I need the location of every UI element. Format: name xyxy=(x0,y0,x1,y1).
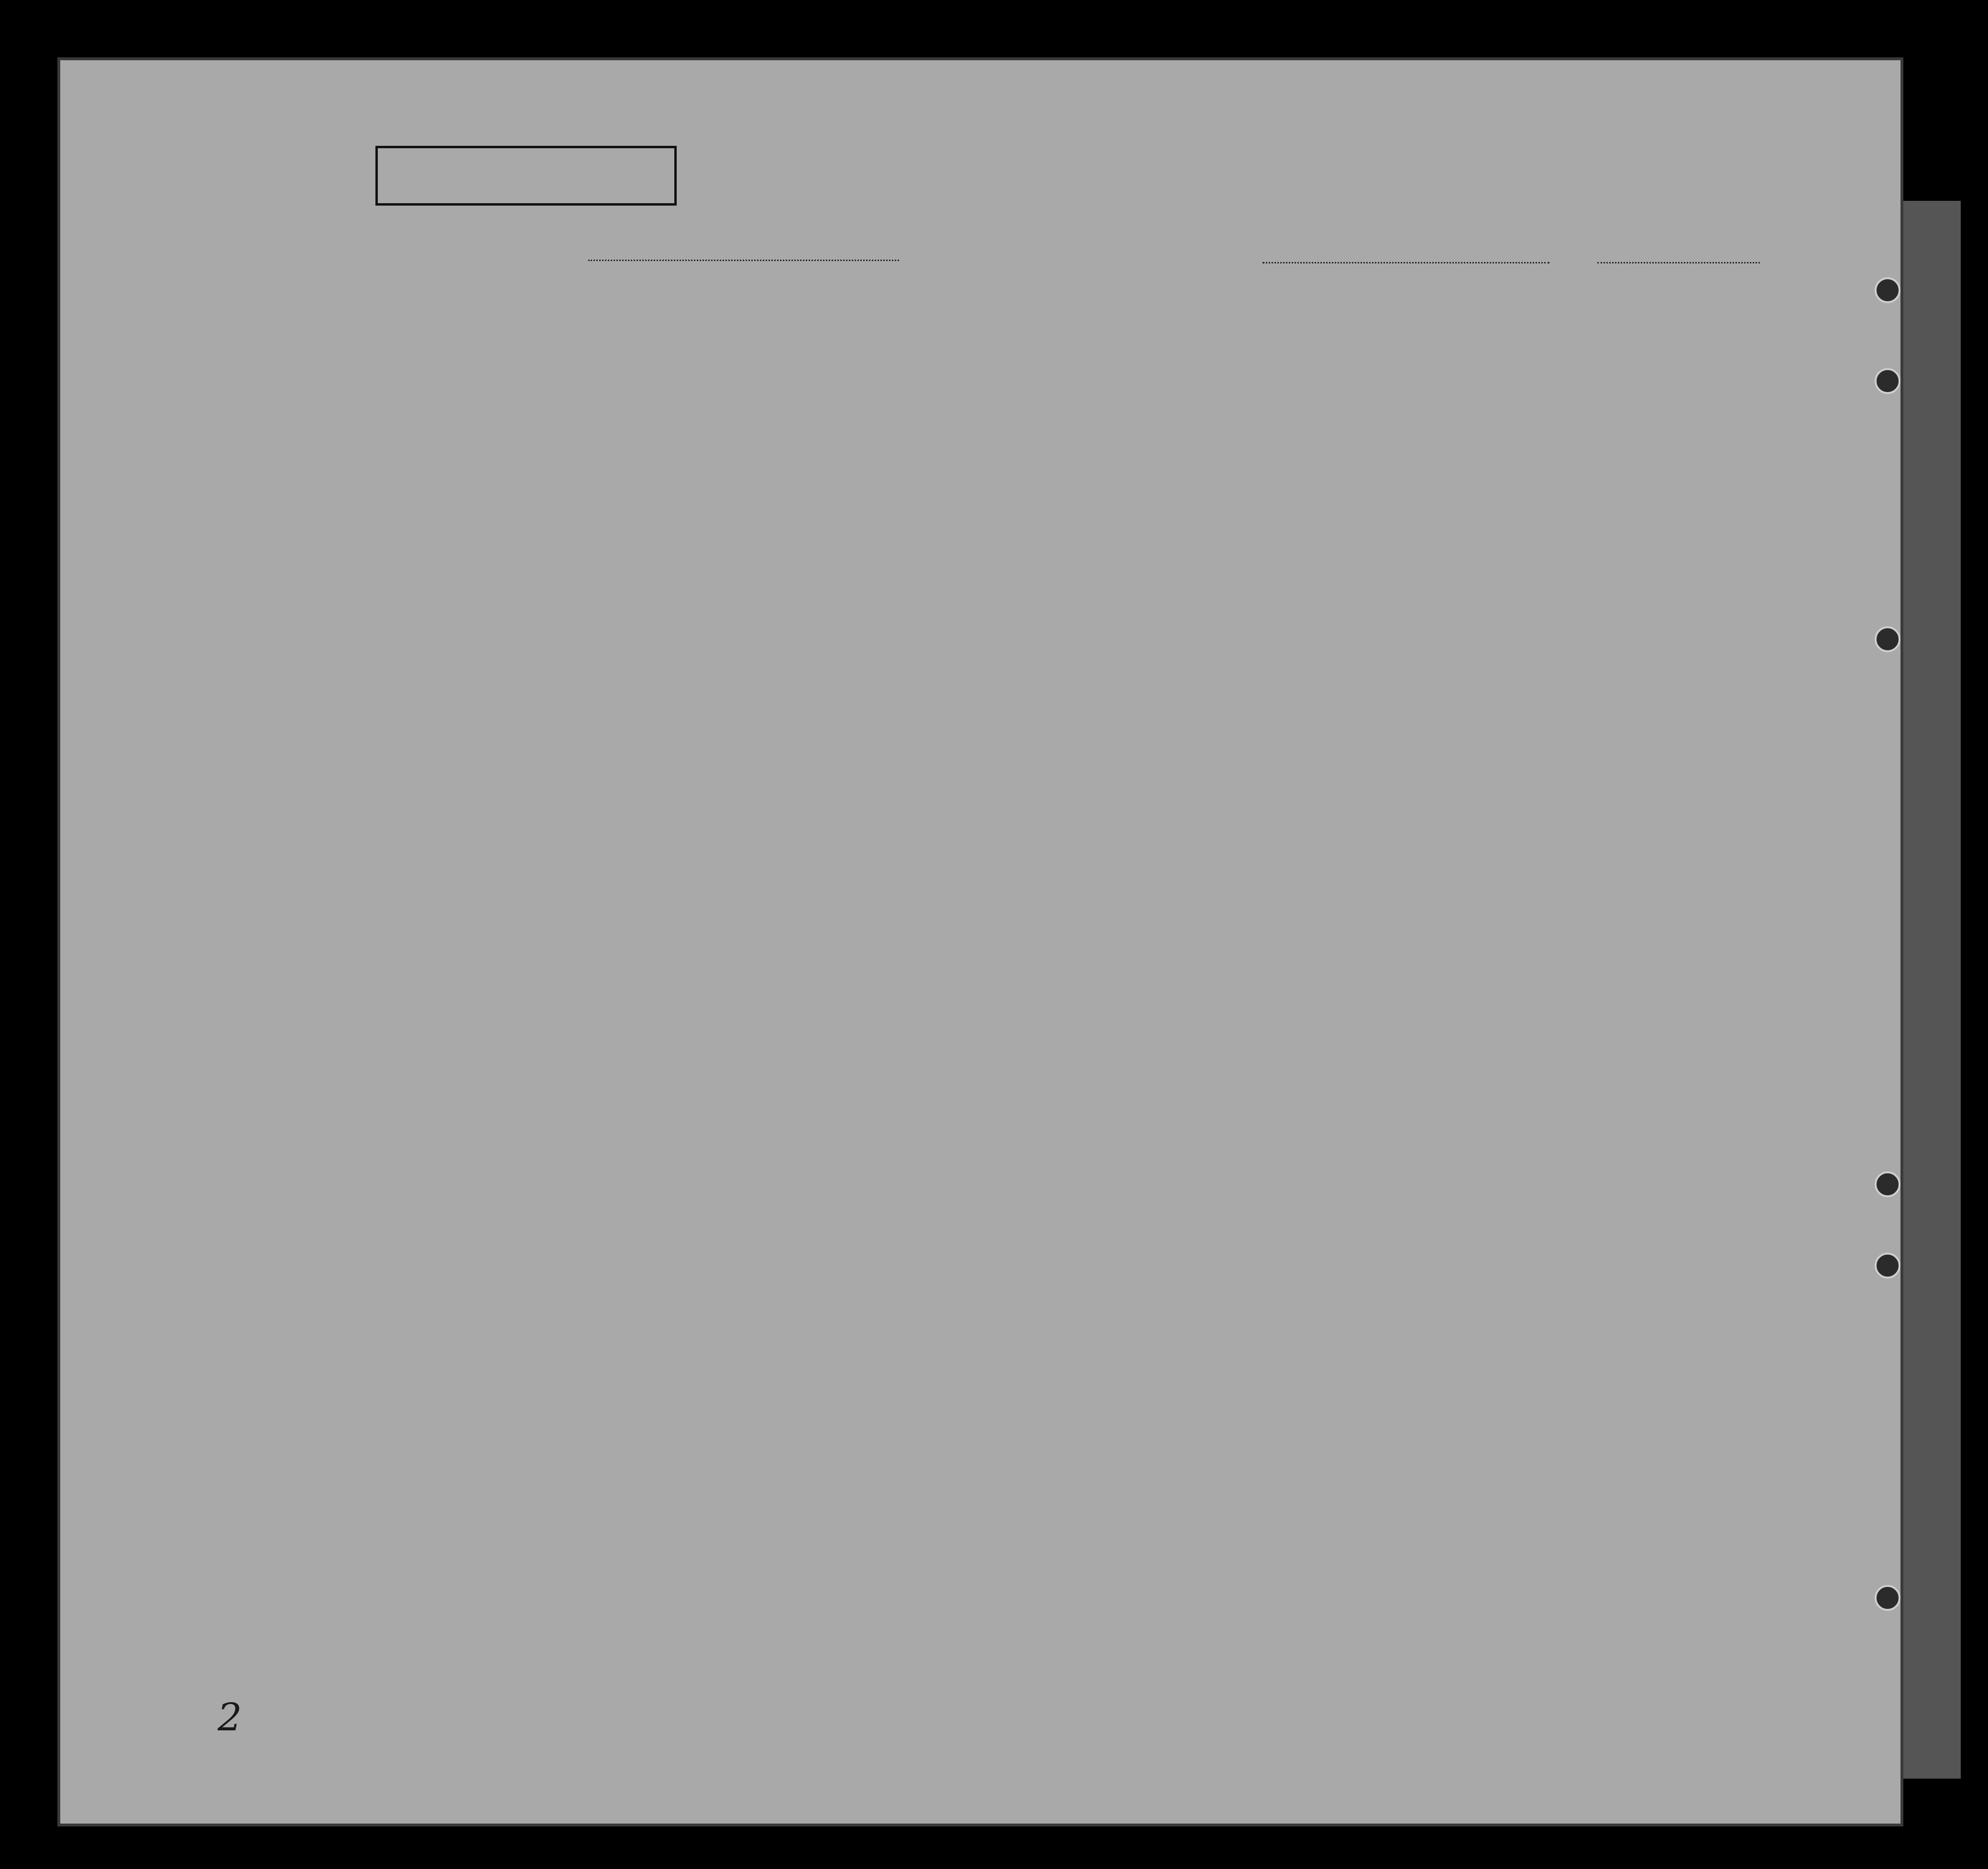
binder-hole xyxy=(1875,626,1900,652)
manifest-grid xyxy=(57,57,1903,1826)
binder-hole xyxy=(1875,1253,1900,1279)
binder-hole xyxy=(1875,368,1900,394)
handwritten-two: 2 xyxy=(218,1695,242,1739)
page-edge-shadow xyxy=(1903,201,1961,1779)
binder-hole xyxy=(1875,1171,1900,1197)
binder-hole xyxy=(1875,277,1900,303)
binder-hole xyxy=(1875,1585,1900,1611)
manifest-sheet xyxy=(57,57,1903,1826)
